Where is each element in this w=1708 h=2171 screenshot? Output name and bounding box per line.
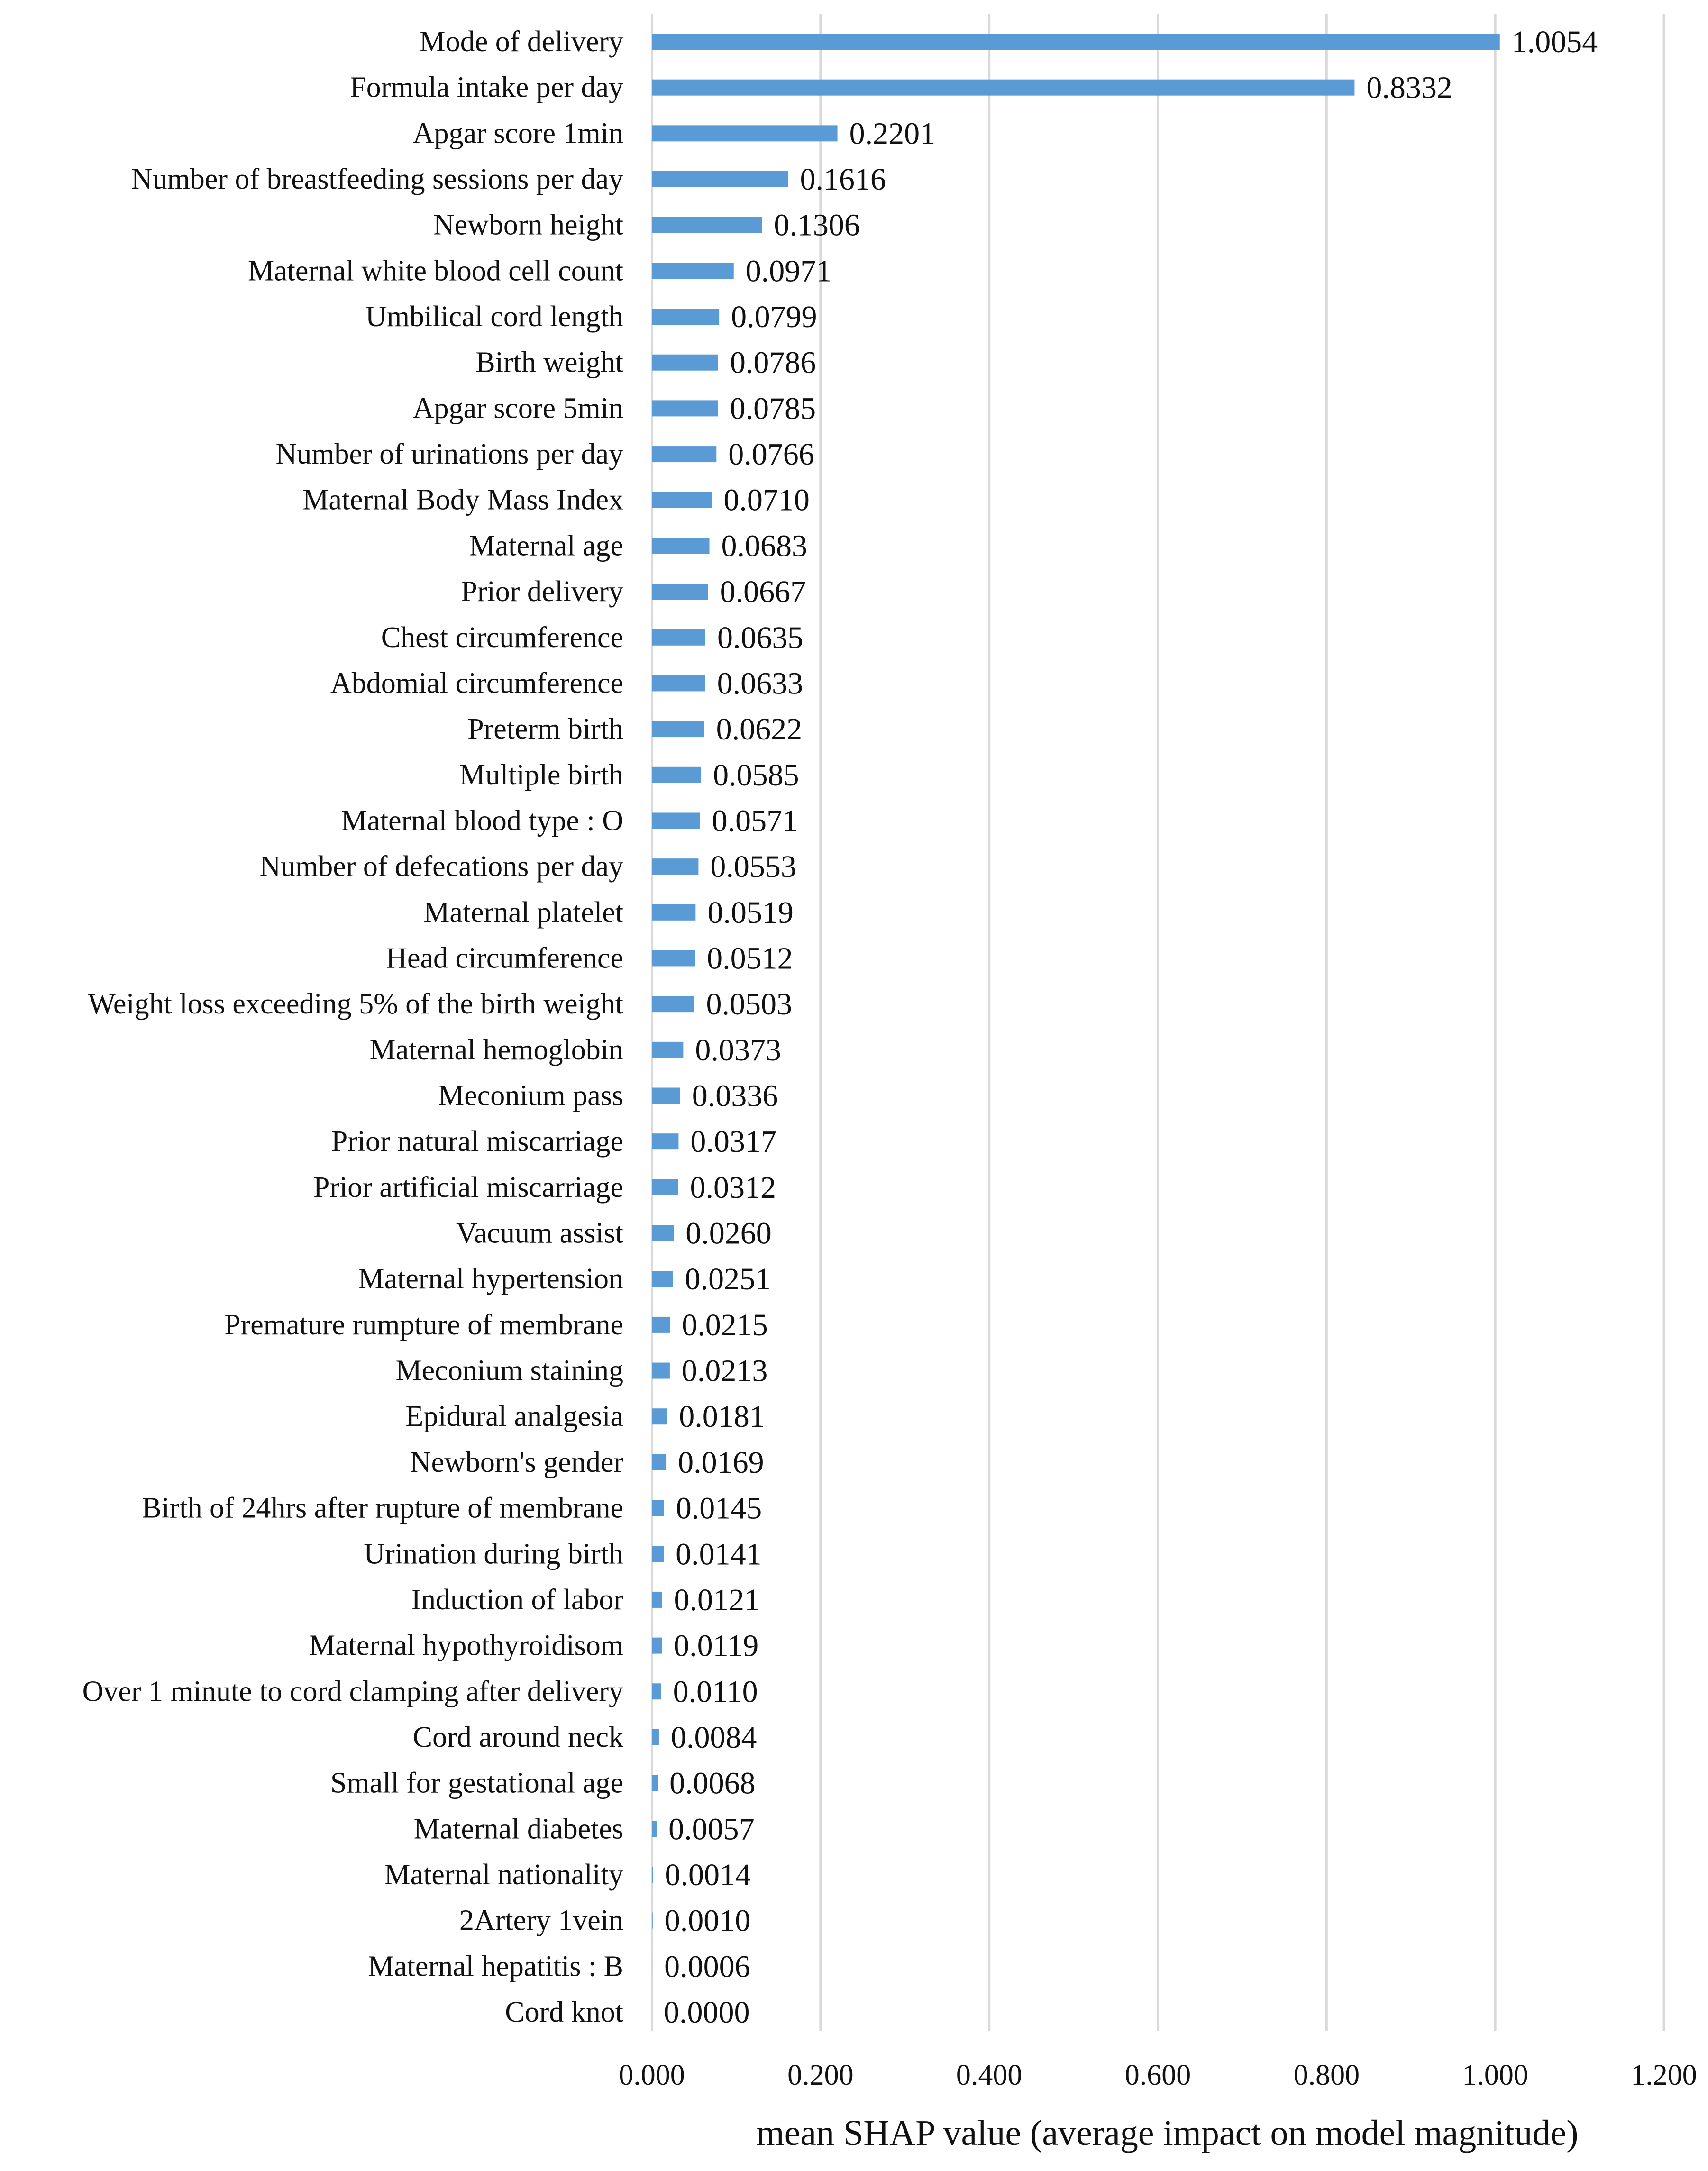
x-tick-label: 0.000 <box>619 2059 685 2091</box>
bar <box>652 538 710 554</box>
category-label: Birth of 24hrs after rupture of membrane <box>142 1492 623 1524</box>
bar <box>652 171 788 187</box>
category-label: Number of breastfeeding sessions per day <box>131 163 623 196</box>
bar <box>652 1867 653 1883</box>
category-label: Maternal age <box>469 529 623 562</box>
bar <box>652 80 1354 96</box>
value-label: 0.0010 <box>664 1903 751 1938</box>
value-label: 0.0121 <box>674 1582 760 1617</box>
bar <box>652 309 719 325</box>
value-label: 0.0786 <box>730 345 816 380</box>
category-label: Chest circumference <box>381 621 623 654</box>
bar <box>652 1821 657 1837</box>
value-label: 0.0585 <box>713 757 799 793</box>
value-label: 0.0683 <box>721 529 808 564</box>
category-label: Premature rumpture of membrane <box>224 1308 623 1341</box>
category-label: Prior artificial miscarriage <box>313 1171 623 1204</box>
category-label: Maternal hypertension <box>358 1263 623 1295</box>
category-label: Umbilical cord length <box>365 301 623 333</box>
value-label: 0.0667 <box>720 575 806 610</box>
value-label: 0.0512 <box>707 941 793 976</box>
category-label: Urination during birth <box>364 1538 623 1570</box>
value-label: 0.0110 <box>673 1674 758 1709</box>
x-tick-label: 1.200 <box>1631 2059 1697 2091</box>
bar <box>652 675 705 691</box>
bar <box>652 996 694 1012</box>
bar <box>652 1271 673 1287</box>
category-label: Over 1 minute to cord clamping after delivery <box>82 1675 623 1708</box>
value-label: 0.0251 <box>685 1262 771 1297</box>
bar <box>652 1775 658 1791</box>
value-label: 0.1306 <box>774 208 860 243</box>
category-label: Birth weight <box>475 346 623 379</box>
bar <box>652 584 708 600</box>
bar <box>652 1638 662 1654</box>
bar <box>652 34 1500 50</box>
value-label: 0.0710 <box>723 483 810 518</box>
category-label: Apgar score 1min <box>412 117 623 150</box>
category-label: Maternal nationality <box>384 1858 623 1891</box>
category-label: Prior natural miscarriage <box>331 1125 623 1158</box>
value-label: 0.0785 <box>730 391 816 426</box>
value-label: 0.0553 <box>710 849 796 885</box>
bar <box>652 1317 670 1333</box>
label-layer <box>82 25 1598 2030</box>
x-tick-label: 0.200 <box>787 2059 854 2091</box>
value-label: 0.0006 <box>664 1949 750 1984</box>
category-label: Meconium staining <box>395 1354 623 1387</box>
bar <box>652 1546 664 1562</box>
category-label: Maternal white blood cell count <box>248 255 623 287</box>
category-label: Mode of delivery <box>419 26 623 58</box>
category-label: Maternal platelet <box>423 896 623 929</box>
category-label: Vacuum assist <box>456 1217 623 1250</box>
category-label: Prior delivery <box>461 575 623 608</box>
bar <box>652 125 838 141</box>
bar <box>652 858 698 875</box>
category-label: Maternal Body Mass Index <box>302 483 623 516</box>
bar <box>652 1179 678 1195</box>
value-label: 0.1616 <box>800 162 886 197</box>
value-label: 0.0145 <box>676 1491 762 1526</box>
bar <box>652 1042 683 1058</box>
value-label: 0.0312 <box>690 1170 776 1205</box>
x-tick-label: 0.400 <box>956 2059 1023 2091</box>
value-label: 0.0119 <box>674 1628 759 1663</box>
value-label: 0.0317 <box>690 1124 776 1159</box>
value-label: 0.0635 <box>717 620 804 655</box>
category-label: Number of defecations per day <box>259 850 623 883</box>
value-label: 0.0169 <box>678 1445 764 1480</box>
category-label: Apgar score 5min <box>412 392 623 425</box>
bar <box>652 1729 659 1745</box>
x-axis-title: mean SHAP value (average impact on model magnitude) <box>756 2113 1579 2153</box>
value-label: 0.0057 <box>668 1812 755 1847</box>
bar <box>652 1088 680 1104</box>
value-label: 0.2201 <box>849 116 936 151</box>
value-label: 0.0799 <box>731 300 817 335</box>
category-label: Maternal blood type : O <box>341 804 623 837</box>
category-label: Maternal diabetes <box>413 1813 623 1845</box>
value-label: 0.0213 <box>681 1353 768 1388</box>
value-label: 0.0971 <box>745 254 832 289</box>
bar <box>652 1363 670 1379</box>
bar <box>652 217 762 233</box>
category-label: Head circumference <box>386 942 623 975</box>
tick-layer <box>619 2059 1697 2091</box>
value-label: 0.0084 <box>670 1720 757 1755</box>
category-label: Preterm birth <box>467 713 623 746</box>
value-label: 0.0215 <box>682 1307 768 1342</box>
bar <box>652 1500 664 1516</box>
bar <box>652 1133 678 1149</box>
value-label: 0.0014 <box>665 1857 751 1892</box>
value-label: 0.0373 <box>695 1032 781 1067</box>
category-label: Induction of labor <box>411 1583 623 1616</box>
value-label: 0.0503 <box>706 987 792 1022</box>
category-label: 2Artery 1vein <box>459 1904 623 1937</box>
bar <box>652 1408 667 1424</box>
category-label: Cord around neck <box>412 1721 623 1753</box>
bar <box>652 1913 653 1929</box>
value-label: 0.0571 <box>712 803 798 839</box>
category-label: Newborn's gender <box>410 1446 623 1478</box>
category-label: Small for gestational age <box>330 1767 623 1799</box>
value-label: 0.0260 <box>685 1216 772 1251</box>
x-tick-label: 0.800 <box>1293 2059 1360 2091</box>
bar <box>652 355 718 371</box>
category-label: Weight loss exceeding 5% of the birth weight <box>88 988 623 1021</box>
x-tick-label: 1.000 <box>1462 2059 1528 2091</box>
category-label: Epidural analgesia <box>405 1400 623 1433</box>
bar <box>652 400 718 416</box>
category-label: Cord knot <box>505 1996 623 2028</box>
category-label: Maternal hepatitis : B <box>368 1950 623 1983</box>
bar <box>652 904 695 921</box>
bar <box>652 629 705 646</box>
value-label: 0.0141 <box>676 1537 762 1572</box>
category-label: Meconium pass <box>438 1079 623 1112</box>
value-label: 0.0519 <box>707 895 794 930</box>
bar <box>652 721 704 737</box>
category-label: Formula intake per day <box>350 71 623 104</box>
value-label: 0.0068 <box>669 1766 756 1801</box>
bar <box>652 1683 661 1699</box>
bar <box>652 492 712 508</box>
category-label: Newborn height <box>433 209 623 241</box>
bar <box>652 1592 662 1608</box>
category-label: Abdomial circumference <box>330 667 623 700</box>
bar <box>652 446 716 462</box>
value-label: 0.0000 <box>664 1995 750 2030</box>
category-label: Multiple birth <box>459 758 623 791</box>
value-label: 0.0633 <box>717 666 804 701</box>
category-label: Maternal hypothyroidisom <box>309 1629 623 1662</box>
value-label: 0.0766 <box>728 437 814 472</box>
category-label: Number of urinations per day <box>275 438 623 471</box>
value-label: 0.0622 <box>716 712 803 747</box>
category-label: Maternal hemoglobin <box>369 1033 623 1066</box>
bar <box>652 950 695 966</box>
value-label: 0.8332 <box>1366 70 1452 105</box>
bar <box>652 812 700 829</box>
x-tick-label: 0.600 <box>1124 2059 1191 2091</box>
value-label: 0.0336 <box>692 1078 778 1113</box>
bar <box>652 263 734 279</box>
bar <box>652 1225 674 1241</box>
value-label: 1.0054 <box>1511 25 1598 59</box>
bar <box>652 1454 666 1470</box>
bar <box>652 767 701 783</box>
value-label: 0.0181 <box>679 1399 765 1434</box>
